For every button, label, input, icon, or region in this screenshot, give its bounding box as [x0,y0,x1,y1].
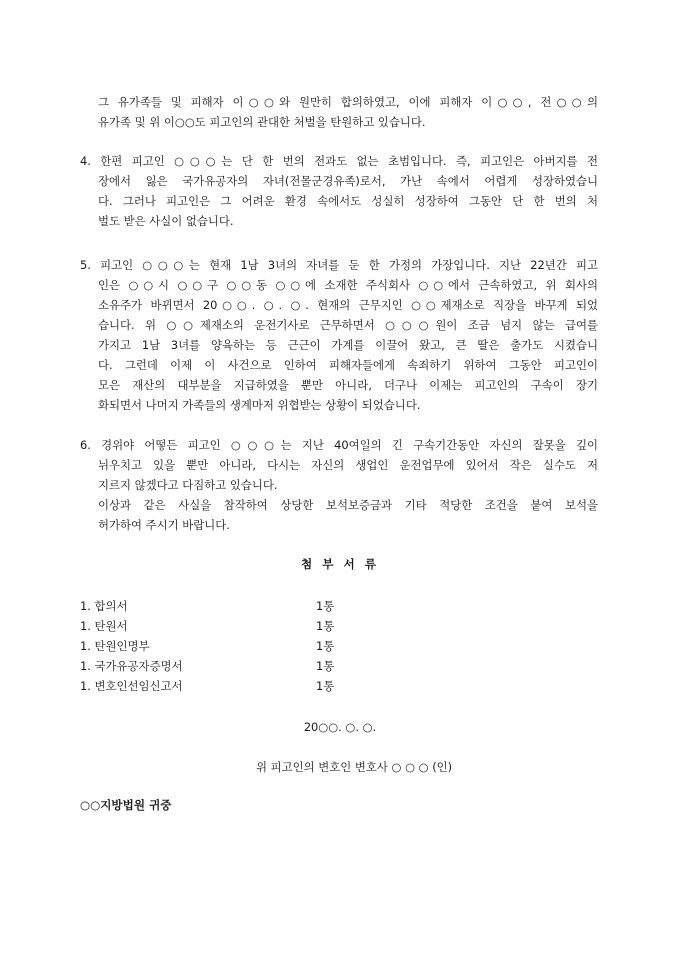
document-date: 20○○. ○. ○. [303,720,377,734]
text-line: 화되면서 나머지 가족들의 생계마저 위협받는 상황이 되었습니다. [98,398,421,412]
paragraph-4 [80,151,598,231]
attachment-name: 1. 탄원서 [80,619,128,633]
attachment-count: 1통 [316,639,335,653]
text-line: 다. 그러나 피고인은 그 어려운 환경 속에서도 성실히 성장하여 그동안 단 한 번의 처 [98,194,598,208]
attachment-name: 1. 탄원인명부 [80,639,150,653]
paragraph-5 [80,255,598,415]
text-line: 지르지 않겠다고 다짐하고 있습니다. [98,478,278,492]
text-line: 4. 한편 피고인 ○○○는 단 한 번의 전과도 없는 초범입니다. 즉, 피고인은 아버지를 전 [80,154,598,168]
attachment-count: 1통 [316,679,335,693]
text-line: 6. 경위야 어떻든 피고인 ○○○는 지난 40여일의 긴 구속기간동안 자신의 잘못을 깊이 [80,438,598,452]
court-addressee: ○○지방법원 귀중 [80,798,172,812]
text-line: 유가족 및 위 이○○도 피고인의 관대한 처벌을 탄원하고 있습니다. [98,115,426,129]
paragraph-6 [80,435,598,495]
attachment-name: 1. 국가유공자증명서 [80,659,183,673]
text-line: 가지고 1남 3녀를 양육하는 등 근근이 가계를 이끌어 왔고, 큰 딸은 출가도 시켰습니 [98,338,598,352]
text-line: 습니다. 위 ○○제재소의 운전기사로 근무하면서 ○○○원이 조금 넘지 않는 급여를 [98,318,598,332]
attachment-count: 1통 [316,659,335,673]
paragraph-agreement-continued [98,92,598,132]
text-line: 허가하여 주시기 바랍니다. [98,518,230,532]
paragraph-request [98,495,598,535]
text-line: 장에서 잃은 국가유공자의 자녀(전몰군경유족)로서, 가난 속에서 어렵게 성장하였습니 [98,174,598,188]
text-line: 이상과 같은 사실을 참작하여 상당한 보석보증금과 기타 적당한 조건을 붙여 보석을 [98,498,598,512]
text-line: 그 유가족들 및 피해자 이○○와 원만히 합의하였고, 이에 피해자 이○○, 전○○의 [98,95,598,109]
text-line: 벌도 받은 사실이 없습니다. [98,214,234,228]
text-line: 모은 재산의 대부분을 지급하였을 뿐만 아니라, 더구나 이제는 피고인의 구속이 장기 [98,378,598,392]
text-line: 뉘우치고 있을 뿐만 아니라, 다시는 자신의 생업인 운전업무에 있어서 작은 실수도 저 [98,458,598,472]
attachments-heading: 첨 부 서 류 [301,557,379,571]
attachment-name: 1. 합의서 [80,599,128,613]
signature-line: 위 피고인의 변호인 변호사 ○ ○ ○ (인) [256,760,453,774]
attachment-count: 1통 [316,599,335,613]
text-line: 다. 그런데 이제 이 사건으로 인하여 피해자들에게 속죄하기 위하여 그동안 피고인이 [98,358,598,372]
attachment-name: 1. 변호인선임신고서 [80,679,183,693]
attachment-count: 1통 [316,619,335,633]
text-line: 소유주가 바뀌면서 20○○. ○. ○. 현재의 근무지인 ○○제재소로 직장을 바꾸게 되었 [98,298,598,312]
text-line: 5. 피고인 ○○○는 현재 1남 3녀의 자녀를 둔 한 가정의 가장입니다. 지난 22년간 피고 [80,258,598,272]
text-line: 인은 ○○시 ○○구 ○○동 ○○에 소재한 주식회사 ○○에서 근속하였고, 위 회사의 [98,278,598,292]
